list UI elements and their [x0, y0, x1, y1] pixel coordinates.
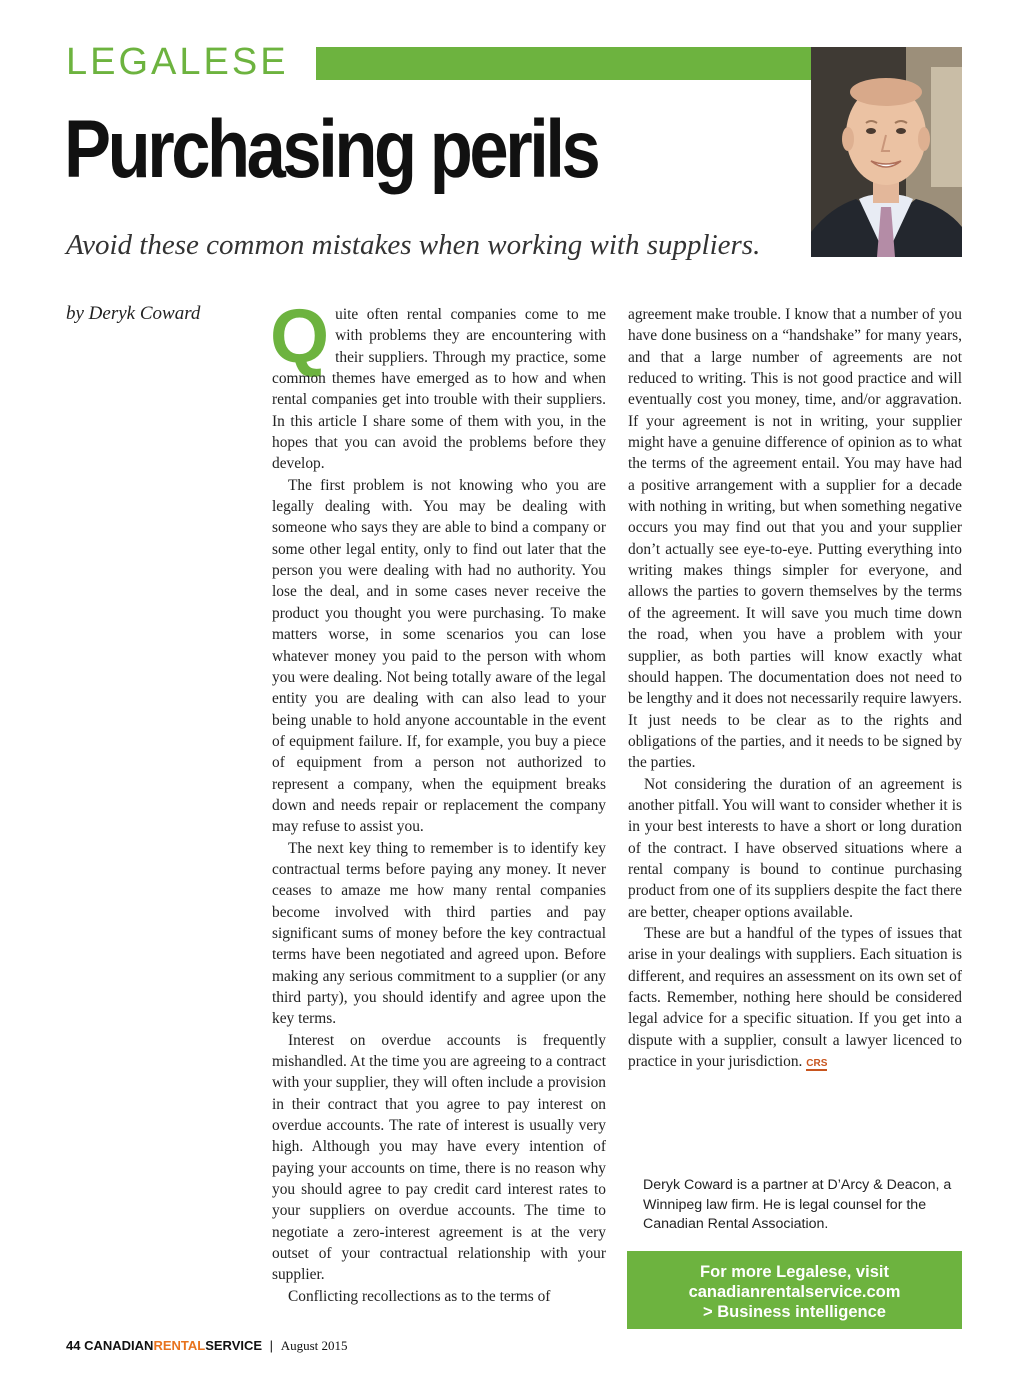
promo-line: For more Legalese, visit — [700, 1263, 889, 1281]
article-paragraph: agreement make trouble. I know that a number of you have done business on a “handshake” for many years, and that a large number of agreements are not reduced to writing. This is not good practice and will eventually cost you money, time, and/or aggravation. If your agreement is not in writing, your supplier might have a genuine difference of opinion as to what the terms of the agreement entail. You may have had a positive arrangement with a supplier for a decade with nothing in writing, but when something negative occurs you may find out that you and your supplier don’t actually see eye-to-eye. Putting everything into writing makes things simpler for everyone, and allows the parties to govern themselves by the terms of the agreement. It will save you much time down the road, when you have a problem with your supplier, as both parties will know exactly what should happen. The documentation does not need to be lengthy and it does not necessarily require lawyers. It just needs to be clear as to the rights and obligations of the parties, and it needs to be signed by the parties. — [628, 306, 962, 772]
article-title: Purchasing perils — [64, 104, 598, 195]
drop-cap: Q — [270, 294, 330, 379]
article-paragraph: These are but a handful of the types of issues that arise in your dealings with suppliers. Each situation is different, and requires an assessment on its own set of facts. Remember, nothing here should be considered legal advice for a specific situation. If you get into a dispute with a supplier, consult a lawyer licenced to practice in your jurisdiction. CRS — [628, 924, 962, 1071]
page-number: 44 — [66, 1338, 81, 1353]
article-paragraph: Interest on overdue accounts is frequently mishandled. At the time you are agreeing to a contract with your supplier, they will often include a provision in their contract that you agree to pay interest on overdue accounts. The rate of interest is usually very high. Although you may have every intention of paying your accounts on time, there is no reason why you should agree to pay credit card interest rates to your suppliers on overdue accounts. The time to negotiate a zero-interest agreement is at the very outset of your contractual relationship with your supplier. — [272, 1031, 606, 1284]
article-paragraph: Conflicting recollections as to the terms of — [288, 1287, 551, 1305]
byline: by Deryk Coward — [66, 303, 201, 324]
section-bar — [316, 47, 811, 80]
article-subtitle: Avoid these common mistakes when working with suppliers. — [66, 229, 761, 261]
author-bio: Deryk Coward is a partner at D’Arcy & Deacon, a Winnipeg law firm. He is legal counsel for the Canadian Rental Association. — [643, 1177, 952, 1232]
issue-date: August 2015 — [280, 1338, 348, 1353]
article-paragraph: The next key thing to remember is to identify key contractual terms before paying any money. It never ceases to amaze me how many rental companies become involved with third parties and pay significant sums of money before the key contractual terms have been negotiated and agreed upon. Before making any serious commitment to a supplier (or any third party), you should identify and agree upon the key terms. — [272, 839, 606, 1028]
article-column-2 — [628, 304, 962, 1074]
article-paragraph: Quite often rental companies come to me with problems they are encountering with their suppliers. Through my practice, some common themes have emerged as to how and when rental companies get into trouble with their suppliers. In this article I share some of them with you, in the hopes that you can avoid the problems before they develop. — [270, 294, 606, 473]
author-portrait-illustration — [811, 47, 962, 257]
section-label: LEGALESE — [66, 41, 289, 83]
article-paragraph: The first problem is not knowing who you are legally dealing with. You may be dealing with someone who says they are able to bind a company or some other legal entity, only to find out later that the person you were dealing with had no authority. You lose the deal, and in some cases never receive the product you thought you were purchasing. To make matters worse, in some scenarios you can lose whatever money you paid to the person with whom you were dealing. Not being totally aware of the legal entity you are dealing with can also lead to your being unable to hold anyone accountable in the event of equipment failure. If, for example, you buy a piece of equipment from a person not authorized to represent a company, when the equipment breaks down and needs repair or replacement the company may refuse to assist you. — [272, 476, 606, 836]
promo-link[interactable]: canadianrentalservice.com — [688, 1283, 901, 1301]
end-mark-icon: CRS — [806, 1058, 828, 1070]
article-column-1 — [270, 294, 606, 1307]
page-footer — [66, 1338, 348, 1354]
publication-name: CANADIANRENTALSERVICE — [84, 1338, 263, 1353]
footer-separator: | — [269, 1338, 274, 1353]
article-paragraph: Not considering the duration of an agreement is another pitfall. You will want to consider whether it is in your best interests to have a short or long duration of the contract. I have observed situations where a rental company is bound to continue purchasing product from one of its suppliers despite the fact there are better, cheaper options available. — [628, 775, 962, 921]
promo-line: > Business intelligence — [703, 1303, 886, 1321]
promo-box[interactable] — [627, 1251, 962, 1329]
author-photo — [811, 47, 962, 257]
